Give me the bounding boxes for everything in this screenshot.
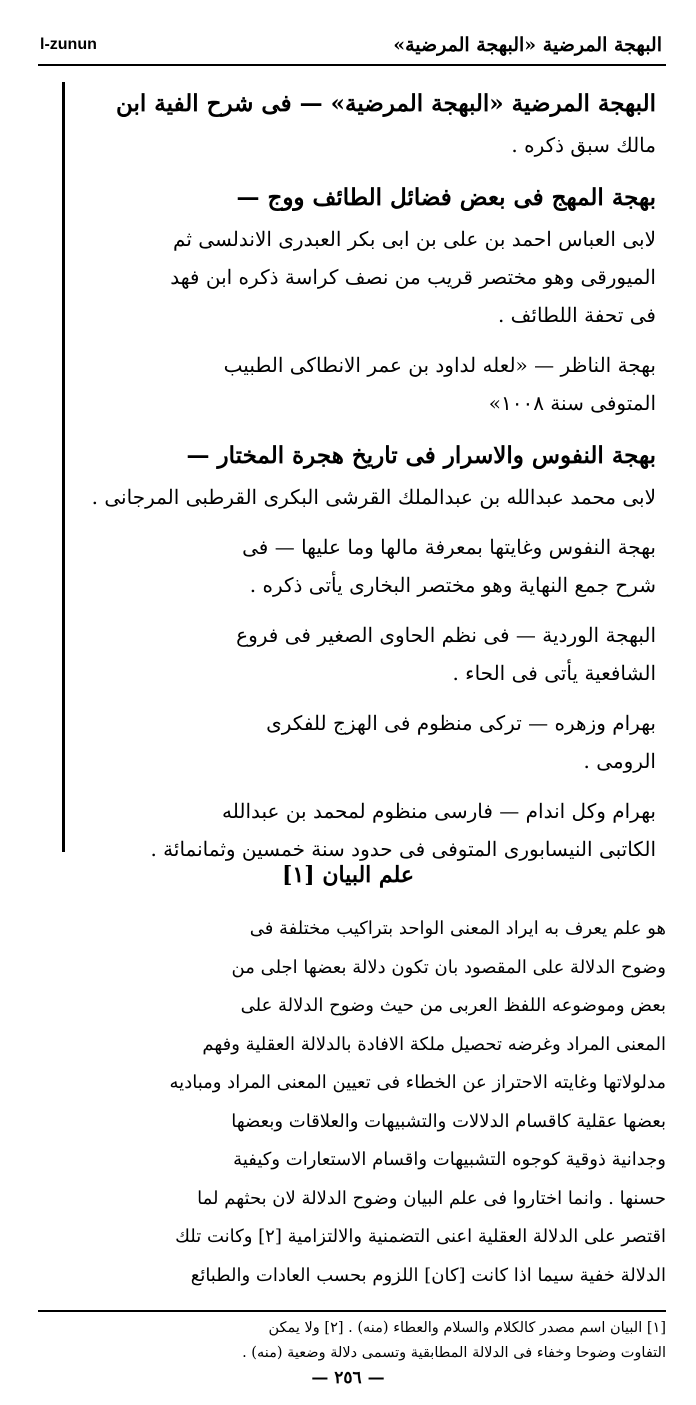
body-line: وجدانية ذوقية كوجوه التشبيهات واقسام الاستعارات وكيفية (233, 1149, 666, 1170)
body-line: وضوح الدلالة على المقصود بان تكون دلالة بعضها اجلى من (231, 956, 666, 978)
entry-line: البهجة الوردية — فى نظم الحاوى الصغير فى فروع (236, 623, 656, 647)
body-line: هو علم يعرف به ايراد المعنى الواحد بتراكيب مختلفة فى (249, 918, 666, 939)
bibliography-entry (65, 704, 666, 780)
entry-line: الشافعية يأتى فى الحاء . (452, 661, 656, 685)
bibliography-entry (65, 346, 666, 422)
bibliography-entry (65, 792, 666, 868)
entry-line: الكاتبى النيسابورى المتوفى فى حدود سنة خمسين وثمانمائة . (150, 837, 656, 861)
body-line: المعنى المراد وغرضه تحصيل ملكة الافادة بالدلالة العقلية وفهم (202, 1033, 666, 1055)
entry-line: لابى العباس احمد بن على بن ابى بكر العبدرى الاندلسى ثم (173, 227, 656, 251)
running-head (38, 30, 666, 66)
entry-line: لابى محمد عبدالله بن عبدالملك القرشى البكرى القرطبى المرجانى . (91, 485, 656, 509)
entry-line: بهرام وكل اندام — فارسى منظوم لمحمد بن عبدالله (222, 799, 656, 823)
entry-line: بهجة المهج فى بعض فضائل الطائف ووج — (236, 184, 656, 211)
entry-line: بهجة النفوس والاسرار فى تاريخ هجرة المختار — (186, 442, 656, 469)
entry-line: بهجة النفوس وغايتها بمعرفة مالها وما عليها — فى (242, 535, 656, 559)
bibliography-entry (65, 176, 666, 334)
entry-line: مالك سبق ذكره . (511, 133, 656, 157)
bibliography-entries (62, 82, 666, 861)
entry-line: بهرام وزهره — تركى منظوم فى الهزج للفكرى (266, 711, 656, 735)
entry-line: المتوفى سنة ١٠٠٨» (488, 391, 656, 415)
body-line: بعضها عقلية كاقسام الدلالات والتشبيهات والعلاقات وبعضها (231, 1110, 666, 1132)
page-number: — ٢٥٦ — (311, 1368, 385, 1388)
section-heading: علم البيان [١] (282, 862, 414, 888)
running-head-folio-tag: l-zunun (40, 36, 97, 53)
body-line: الدلالة خفية سيما اذا كانت [كان] اللزوم بحسب العادات والطبائع (190, 1264, 666, 1286)
bibliography-entry (65, 616, 666, 692)
entry-line: البهجة المرضية «البهجة المرضية» — فى شرح الفية ابن (116, 90, 656, 117)
footnote-line: [١] البيان اسم مصدر كالكلام والسلام والعطاء (منه) . [٢] ولا يمكن (268, 1320, 666, 1336)
bibliography-entry (65, 528, 666, 604)
body-line: حسنها . وانما اختاروا فى علم البيان وضوح الدلالة لان بحثهم لما (197, 1187, 666, 1209)
body-line: مدلولاتها وغايته الاحتراز عن الخطاء فى تعيين المعنى المراد ومباديه (169, 1072, 666, 1093)
entry-line: بهجة الناظر — «لعله لداود بن عمر الانطاكى الطبيب (223, 353, 656, 377)
footnote-line: التفاوت وضوحا وخفاء فى الدلالة المطابقية وتسمى دلالة وضعية (منه) . (242, 1345, 666, 1361)
entry-line: فى تحفة اللطائف . (497, 303, 656, 327)
bibliography-entry (65, 82, 666, 164)
entry-line: الرومى . (583, 749, 656, 773)
body-line: بعض وموضوعه اللفظ العربى من حيث وضوح الدلالة على (240, 995, 666, 1016)
entry-line: الميورقى وهو مختصر قريب من نصف كراسة ذكره ابن فهد (170, 265, 656, 289)
bibliography-entry (65, 434, 666, 516)
body-line: اقتصر على الدلالة العقلية اعنى التضمنية والالتزامية [٢] وكانت تلك (175, 1226, 666, 1247)
footnotes (38, 1310, 666, 1366)
running-head-title: البهجة المرضية «البهجة المرضية» (393, 34, 662, 56)
entry-line: شرح جمع النهاية وهو مختصر البخارى يأتى ذكره . (249, 573, 656, 597)
section-body (40, 910, 666, 1295)
